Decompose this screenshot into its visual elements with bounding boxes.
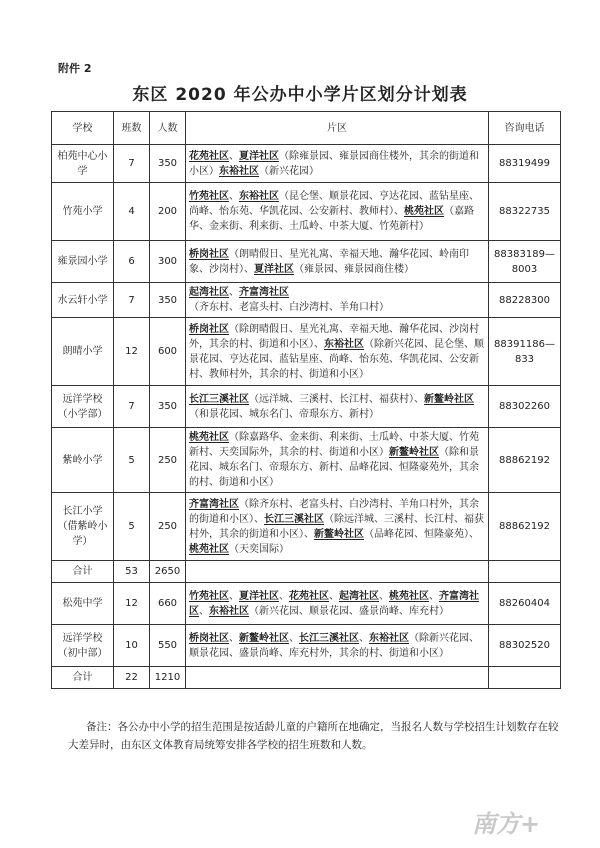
area-text: （嘉路华、金来街、利来街、土瓜岭、中茶大厦、竹苑新村） xyxy=(189,206,474,232)
area-text: （新兴花园、顺景花园、盛景尚峰、库充村） xyxy=(249,605,449,617)
community-name: 桃苑社区 xyxy=(189,432,229,443)
community-name: 长江三溪社区 xyxy=(189,393,249,405)
community-name: 东裕社区 xyxy=(324,338,364,350)
header-phone: 咨询电话 xyxy=(489,112,561,145)
cell-phone: 88228300 xyxy=(489,283,561,318)
cell-area xyxy=(186,667,489,689)
area-text: 、 xyxy=(289,632,299,644)
community-name: 竹苑社区 xyxy=(189,590,229,602)
area-text: （昆仑堡、顺景花园、亨达花园、蓝钻星座、尚峰、怡东苑、华凯花园、公安新村、教师村）、 xyxy=(189,191,479,217)
cell-area xyxy=(186,625,489,667)
community-name: 新鳌岭社区 xyxy=(389,447,439,458)
cell-classes: 7 xyxy=(114,386,150,428)
cell-classes: 7 xyxy=(114,283,150,318)
area-text: 、 xyxy=(279,590,289,602)
header-area: 片区 xyxy=(186,112,489,145)
footnote: 备注：各公办中小学的招生范围是按适龄儿童的户籍所在地确定，当报名人数与学校招生计划数存在较大差异时，由东区文体教育局统筹安排各学校的招生班数和人数。 xyxy=(68,721,559,751)
table-row xyxy=(52,386,561,428)
area-text: （齐东村、老富头村、白沙湾村、羊角口村） xyxy=(189,302,389,313)
cell-area xyxy=(186,145,489,183)
table-row xyxy=(52,318,561,386)
cell-school: 长江小学（借紫岭小学） xyxy=(52,493,114,561)
table-row xyxy=(52,561,561,583)
cell-classes: 4 xyxy=(114,183,150,241)
cell-phone: 88302520 xyxy=(489,625,561,667)
area-text: （除远洋城、三溪村、长江村、福获村外，其余的街道和小区）、 xyxy=(189,513,484,540)
community-name: 夏洋社区 xyxy=(254,263,294,275)
community-name: 东裕社区 xyxy=(209,605,249,617)
attachment-label: 附件 2 xyxy=(58,62,92,75)
cell-school: 雍景园小学 xyxy=(52,241,114,283)
cell-phone: 88322735 xyxy=(489,183,561,241)
area-text: （除新兴花园、顺景花园、盛景尚峰、库充村外，其余的村、街道和小区） xyxy=(189,632,479,659)
cell-area xyxy=(186,493,489,561)
community-name: 桥岗社区 xyxy=(189,632,229,644)
cell-phone: 88383189—8003 xyxy=(489,241,561,283)
area-text: 、 xyxy=(229,590,239,602)
plan-table xyxy=(51,111,561,689)
cell-people: 600 xyxy=(150,318,186,386)
table-body xyxy=(52,145,561,689)
cell-phone: 88319499 xyxy=(489,145,561,183)
table-row xyxy=(52,667,561,689)
cell-school: 竹苑小学 xyxy=(52,183,114,241)
cell-school: 远洋学校（初中部） xyxy=(52,625,114,667)
cell-phone xyxy=(489,561,561,583)
community-name: 齐富湾社区 xyxy=(239,287,289,298)
community-name: 齐富湾社区 xyxy=(189,498,239,510)
area-text: （朗晴假日、星光礼寓、幸福天地、瀚华花园、岭南印象、沙岗村）、 xyxy=(189,248,469,275)
cell-classes: 5 xyxy=(114,493,150,561)
area-text: （除嘉路华、金来街、利来街、土瓜岭、中茶大厦、竹苑新村、天奕国际外，其余的村、街道和小区） xyxy=(189,432,479,458)
table-row xyxy=(52,183,561,241)
cell-people: 250 xyxy=(150,428,186,493)
table-row xyxy=(52,241,561,283)
cell-area xyxy=(186,183,489,241)
area-text: （和景花园、城东名门、帝璟东方、新村） xyxy=(189,408,379,420)
cell-school: 柏苑中心小学 xyxy=(52,145,114,183)
cell-people: 1210 xyxy=(150,667,186,689)
cell-school: 朗晴小学 xyxy=(52,318,114,386)
area-text: （除和景花园、城东名门、帝璟东方、新村、品峰花园、恒隆豪苑外，其余的村、街道和小区） xyxy=(189,447,479,488)
area-text: 、 xyxy=(359,632,369,644)
community-name: 东裕社区 xyxy=(369,632,409,644)
cell-phone: 88862192 xyxy=(489,493,561,561)
area-text: （远洋城、三溪村、长江村、福获村）、 xyxy=(249,393,424,405)
table-row xyxy=(52,428,561,493)
table-header-row xyxy=(52,112,561,145)
cell-classes: 53 xyxy=(114,561,150,583)
area-text: （除雍景园、雍景园商住楼外，其余的街道和小区） xyxy=(189,150,479,177)
area-text: （新兴花园） xyxy=(259,165,319,177)
community-name: 桃苑社区 xyxy=(389,590,429,602)
community-name: 夏洋社区 xyxy=(239,150,279,162)
header-classes: 班数 xyxy=(114,112,150,145)
area-text: 、 xyxy=(229,191,239,202)
cell-classes: 6 xyxy=(114,241,150,283)
community-name: 桃苑社区 xyxy=(189,543,229,555)
cell-classes: 12 xyxy=(114,318,150,386)
area-text: （除齐东村、老富头村、白沙湾村、羊角口村外，其余的街道和小区）、 xyxy=(189,498,479,525)
community-name: 桃苑社区 xyxy=(404,206,444,217)
area-text: 、 xyxy=(329,590,339,602)
area-text: （品峰花园、恒隆豪苑）、 xyxy=(364,528,479,540)
cell-school: 水云轩小学 xyxy=(52,283,114,318)
cell-area xyxy=(186,561,489,583)
cell-classes: 12 xyxy=(114,583,150,625)
community-name: 长江三溪社区 xyxy=(264,513,324,525)
cell-phone: 88862192 xyxy=(489,428,561,493)
cell-area xyxy=(186,386,489,428)
cell-area xyxy=(186,428,489,493)
cell-phone: 88302260 xyxy=(489,386,561,428)
table-row xyxy=(52,145,561,183)
community-name: 花苑社区 xyxy=(289,590,329,602)
area-text: （除新兴花园、昆仑堡、顺景花园、亨达花园、蓝钻星座、尚峰、怡东苑、华凯花园、公安新村、教师村外，其余的村、街道和小区） xyxy=(189,338,484,380)
table-row xyxy=(52,625,561,667)
community-name: 齐富湾社区 xyxy=(189,590,479,617)
community-name: 花苑社区 xyxy=(189,150,229,162)
cell-people: 300 xyxy=(150,241,186,283)
community-name: 竹苑社区 xyxy=(189,191,229,202)
watermark-logo: 南方+ xyxy=(472,810,541,838)
cell-school: 合计 xyxy=(52,667,114,689)
header-school: 学校 xyxy=(52,112,114,145)
area-text: （天奕国际） xyxy=(229,543,289,555)
community-name: 桥岗社区 xyxy=(189,323,229,335)
cell-phone: 88391186—833 xyxy=(489,318,561,386)
cell-area xyxy=(186,241,489,283)
cell-school: 合计 xyxy=(52,561,114,583)
cell-classes: 7 xyxy=(114,145,150,183)
page-title: 东区 2020 年公办中小学片区划分计划表 xyxy=(132,85,468,105)
table-row xyxy=(52,283,561,318)
cell-classes: 5 xyxy=(114,428,150,493)
area-text: 、 xyxy=(429,590,439,602)
cell-school: 松苑中学 xyxy=(52,583,114,625)
cell-area xyxy=(186,583,489,625)
cell-people: 200 xyxy=(150,183,186,241)
community-name: 桥岗社区 xyxy=(189,248,229,260)
area-text: （除朗晴假日、星光礼寓、幸福天地、瀚华花园、沙岗村外，其余的村、街道和小区）、 xyxy=(189,323,479,350)
cell-people: 550 xyxy=(150,625,186,667)
cell-area xyxy=(186,318,489,386)
community-name: 新鳌岭社区 xyxy=(314,528,364,540)
header-people: 人数 xyxy=(150,112,186,145)
table-row xyxy=(52,583,561,625)
cell-classes: 10 xyxy=(114,625,150,667)
cell-people: 350 xyxy=(150,386,186,428)
community-name: 夏洋社区 xyxy=(239,590,279,602)
community-name: 东裕社区 xyxy=(239,191,279,202)
cell-people: 350 xyxy=(150,145,186,183)
community-name: 东裕社区 xyxy=(219,165,259,177)
area-text: 、 xyxy=(229,287,239,298)
cell-classes: 22 xyxy=(114,667,150,689)
cell-school: 紫岭小学 xyxy=(52,428,114,493)
community-name: 新鳌岭社区 xyxy=(424,393,474,405)
area-text: 、 xyxy=(199,605,209,617)
cell-area xyxy=(186,283,489,318)
community-name: 起湾社区 xyxy=(339,590,379,602)
area-text: 、 xyxy=(229,150,239,162)
community-name: 长江三溪社区 xyxy=(299,632,359,644)
cell-people: 660 xyxy=(150,583,186,625)
table-row xyxy=(52,493,561,561)
community-name: 新鳌岭社区 xyxy=(239,632,289,644)
cell-phone: 88260404 xyxy=(489,583,561,625)
community-name: 起湾社区 xyxy=(189,287,229,298)
area-text: 、 xyxy=(379,590,389,602)
cell-people: 350 xyxy=(150,283,186,318)
cell-people: 2650 xyxy=(150,561,186,583)
cell-phone xyxy=(489,667,561,689)
cell-people: 250 xyxy=(150,493,186,561)
area-text: （雍景园、雍景园商住楼） xyxy=(294,263,414,275)
area-text: 、 xyxy=(229,632,239,644)
cell-school: 远洋学校（小学部） xyxy=(52,386,114,428)
